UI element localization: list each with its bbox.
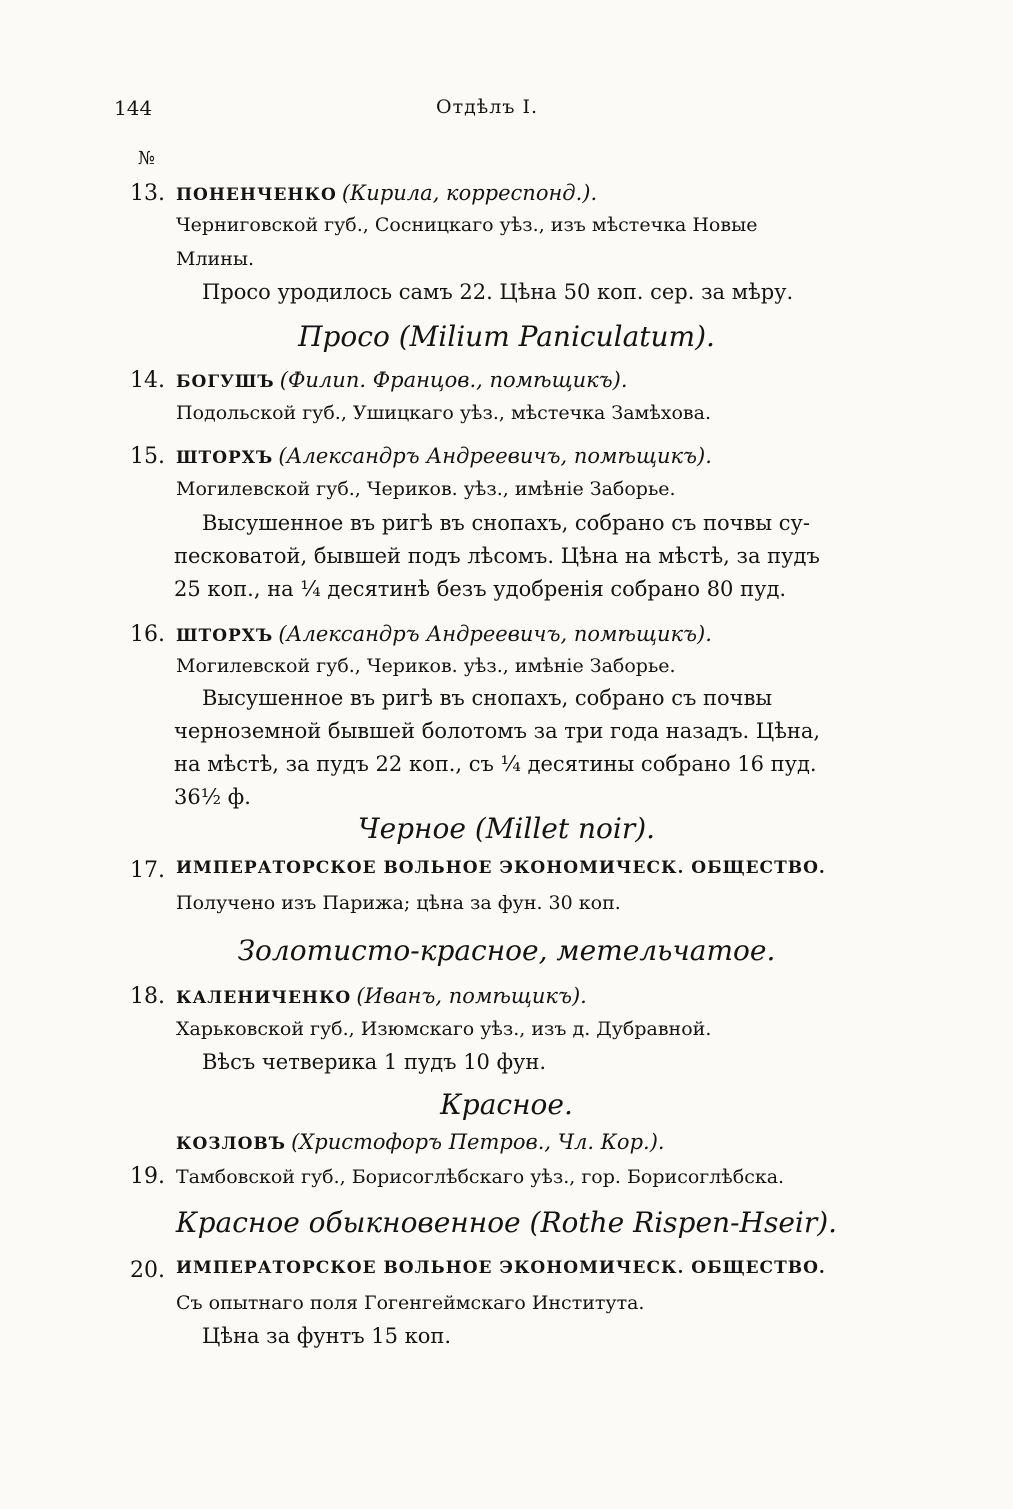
entry-title — [176, 1130, 665, 1154]
entry-note: Просо уродилось самъ 22. Цѣна 50 коп. сер. за мѣру. — [202, 280, 794, 304]
entry-line: Могилевской губ., Чериков. уѣз., имѣніе Заборье. — [176, 655, 676, 677]
entry-note: черноземной бывшей болотомъ за три года назадъ. Цѣна, — [174, 719, 821, 743]
entry-number: 16. — [130, 622, 165, 647]
entry-name: КОЗЛОВЪ — [176, 1134, 287, 1154]
entry-number: 17. — [130, 858, 165, 883]
entry-note: песковатой, бывшей подъ лѣсомъ. Цѣна на мѣстѣ, за пудъ — [174, 544, 820, 568]
entry-name: ШТОРХЪ — [176, 448, 274, 468]
running-header: Отдѣлъ I. — [436, 96, 538, 118]
entry-line: Харьковской губ., Изюмскаго уѣз., изъ д. Дубравной. — [176, 1018, 712, 1040]
entry-number: 14. — [130, 368, 165, 393]
entry-line: Тамбовской губ., Борисоглѣбскаго уѣз., гор. Борисоглѣбска. — [176, 1166, 785, 1188]
entry-note: Высушенное въ ригѣ въ снопахъ, собрано съ почвы су- — [202, 511, 810, 535]
entry-note: Цѣна за фунтъ 15 коп. — [202, 1324, 452, 1348]
entry-role: (Христофоръ Петров., Чл. Кор.). — [291, 1130, 665, 1154]
entry-role: (Иванъ, помѣщикъ). — [356, 984, 587, 1008]
entry-title — [176, 368, 628, 392]
section-heading: Золотисто-красное, метельчатое. — [237, 934, 776, 967]
entry-note: Высушенное въ ригѣ въ снопахъ, собрано съ почвы — [202, 686, 773, 710]
entry-number: 13. — [130, 181, 165, 206]
entry-role: (Александръ Андреевичъ, помѣщикъ). — [278, 622, 712, 646]
entry-title — [176, 181, 597, 205]
entry-note: 36½ ф. — [174, 785, 251, 809]
entry-name: ИМПЕРАТОРСКОЕ ВОЛЬНОЕ ЭКОНОМИЧЕСК. ОБЩЕСТВО. — [176, 1258, 826, 1278]
section-heading: Просо (Milium Paniculatum). — [298, 320, 715, 353]
entry-title — [176, 858, 826, 878]
entry-title — [176, 444, 712, 468]
entry-name: ПОНЕНЧЕНКО — [176, 185, 337, 205]
entry-number: 18. — [130, 984, 165, 1009]
entry-number: 15. — [130, 444, 165, 469]
entry-role: (Александръ Андреевичъ, помѣщикъ). — [278, 444, 712, 468]
entry-line: Черниговской губ., Сосницкаго уѣз., изъ мѣстечка Новые — [176, 214, 758, 236]
entry-number: 19. — [130, 1164, 165, 1189]
entry-line: Получено изъ Парижа; цѣна за фун. 30 коп. — [176, 892, 621, 914]
entry-title — [176, 1258, 826, 1278]
entry-name: ИМПЕРАТОРСКОЕ ВОЛЬНОЕ ЭКОНОМИЧЕСК. ОБЩЕСТВО. — [176, 858, 826, 878]
entry-number: 20. — [130, 1258, 165, 1283]
entry-note: на мѣстѣ, за пудъ 22 коп., съ ¼ десятины собрано 16 пуд. — [174, 752, 817, 776]
entry-note: 25 коп., на ¼ десятинѣ безъ удобренія собрано 80 пуд. — [174, 577, 787, 601]
section-heading: Черное (Millet noir). — [357, 812, 656, 845]
section-heading: Красное обыкновенное (Rothe Rispen-Hseir). — [175, 1206, 838, 1239]
entry-role: (Филип. Францов., помѣщикъ). — [279, 368, 628, 392]
section-heading: Красное. — [440, 1088, 573, 1121]
page-number: 144 — [114, 96, 153, 120]
entry-name: БОГУШЪ — [176, 372, 275, 392]
number-sign: № — [138, 148, 156, 169]
entry-line: Могилевской губ., Чериков. уѣз., имѣніе Заборье. — [176, 478, 676, 500]
entry-line: Подольской губ., Ушицкаго уѣз., мѣстечка Замѣхова. — [176, 402, 711, 424]
entry-name: ШТОРХЪ — [176, 626, 274, 646]
entry-title — [176, 622, 712, 646]
entry-name: КАЛЕНИЧЕНКО — [176, 988, 352, 1008]
entry-line: Съ опытнаго поля Гогенгеймскаго Института. — [176, 1292, 645, 1314]
entry-note: Вѣсъ четверика 1 пудъ 10 фун. — [202, 1050, 547, 1074]
entry-title — [176, 984, 587, 1008]
entry-role: (Кирила, корреспонд.). — [341, 181, 598, 205]
entry-line: Млины. — [176, 248, 255, 270]
